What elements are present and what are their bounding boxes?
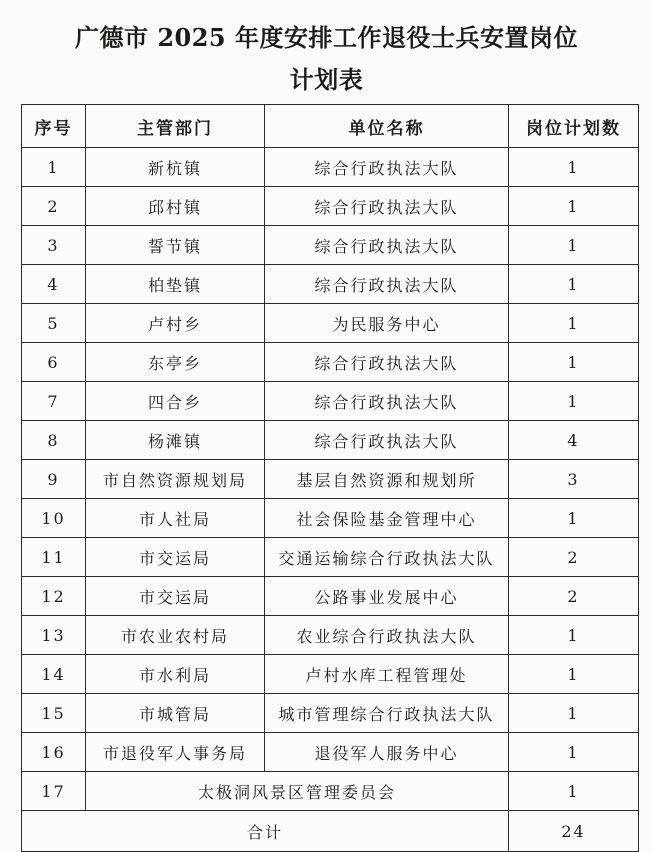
row-count: 1 [509,304,639,343]
row-index: 2 [22,187,86,226]
row-department: 卢村乡 [86,304,265,343]
row-index: 11 [22,538,86,577]
row-index: 7 [22,382,86,421]
placement-plan-table [21,104,639,852]
table-row [22,460,639,499]
row-unit: 公路事业发展中心 [265,577,509,616]
row-unit: 基层自然资源和规划所 [265,460,509,499]
row-index: 1 [22,148,86,187]
table-total-row [22,811,639,852]
row-index: 13 [22,616,86,655]
header-post-count: 岗位计划数 [509,105,639,148]
total-count: 24 [509,811,639,852]
row-merged-unit: 太极洞风景区管理委员会 [86,772,509,811]
row-index: 4 [22,265,86,304]
row-count: 1 [509,616,639,655]
row-count: 1 [509,772,639,811]
row-count: 1 [509,226,639,265]
header-department: 主管部门 [86,105,265,148]
table-row [22,577,639,616]
row-count: 2 [509,577,639,616]
row-count: 2 [509,538,639,577]
row-unit: 综合行政执法大队 [265,226,509,265]
table-row [22,304,639,343]
row-department: 新杭镇 [86,148,265,187]
table-row [22,265,639,304]
row-index: 9 [22,460,86,499]
row-unit: 综合行政执法大队 [265,343,509,382]
table-row [22,499,639,538]
row-department: 柏垫镇 [86,265,265,304]
table-row [22,343,639,382]
table-row [22,187,639,226]
row-unit: 综合行政执法大队 [265,382,509,421]
row-count: 1 [509,148,639,187]
row-count: 1 [509,187,639,226]
row-unit: 农业综合行政执法大队 [265,616,509,655]
row-count: 1 [509,382,639,421]
row-count: 1 [509,694,639,733]
row-unit: 为民服务中心 [265,304,509,343]
table-row [22,226,639,265]
row-department: 市交运局 [86,538,265,577]
document-title-line2: 计划表 [289,65,364,94]
row-department: 市水利局 [86,655,265,694]
row-department: 四合乡 [86,382,265,421]
header-index: 序号 [22,105,86,148]
row-department: 市自然资源规划局 [86,460,265,499]
row-unit: 城市管理综合行政执法大队 [265,694,509,733]
row-index: 14 [22,655,86,694]
row-department: 市城管局 [86,694,265,733]
table-row [22,148,639,187]
table-row [22,694,639,733]
row-index: 15 [22,694,86,733]
row-unit: 退役军人服务中心 [265,733,509,772]
row-unit: 综合行政执法大队 [265,421,509,460]
table-row [22,538,639,577]
table-row [22,616,639,655]
row-count: 1 [509,733,639,772]
row-count: 4 [509,421,639,460]
row-department: 市农业农村局 [86,616,265,655]
total-label: 合计 [22,811,509,852]
row-index: 16 [22,733,86,772]
row-index: 12 [22,577,86,616]
row-department: 誓节镇 [86,226,265,265]
row-count: 1 [509,265,639,304]
row-department: 市人社局 [86,499,265,538]
row-unit: 社会保险基金管理中心 [265,499,509,538]
row-count: 1 [509,343,639,382]
row-department: 市退役军人事务局 [86,733,265,772]
row-index: 8 [22,421,86,460]
row-unit: 综合行政执法大队 [265,187,509,226]
table-row [22,655,639,694]
row-department: 邱村镇 [86,187,265,226]
header-unit-name: 单位名称 [265,105,509,148]
table-row-merged [22,772,639,811]
row-index: 5 [22,304,86,343]
row-count: 1 [509,499,639,538]
table-row [22,421,639,460]
row-unit: 交通运输综合行政执法大队 [265,538,509,577]
row-index: 17 [22,772,86,811]
row-unit: 综合行政执法大队 [265,265,509,304]
row-count: 3 [509,460,639,499]
row-index: 3 [22,226,86,265]
table-row [22,733,639,772]
table-row [22,382,639,421]
table-header-row [22,105,639,148]
row-unit: 综合行政执法大队 [265,148,509,187]
row-count: 1 [509,655,639,694]
row-department: 杨滩镇 [86,421,265,460]
row-index: 6 [22,343,86,382]
row-department: 东亭乡 [86,343,265,382]
row-department: 市交运局 [86,577,265,616]
document-title-line1: 广德市 2025 年度安排工作退役士兵安置岗位 [74,23,578,52]
row-index: 10 [22,499,86,538]
row-unit: 卢村水库工程管理处 [265,655,509,694]
